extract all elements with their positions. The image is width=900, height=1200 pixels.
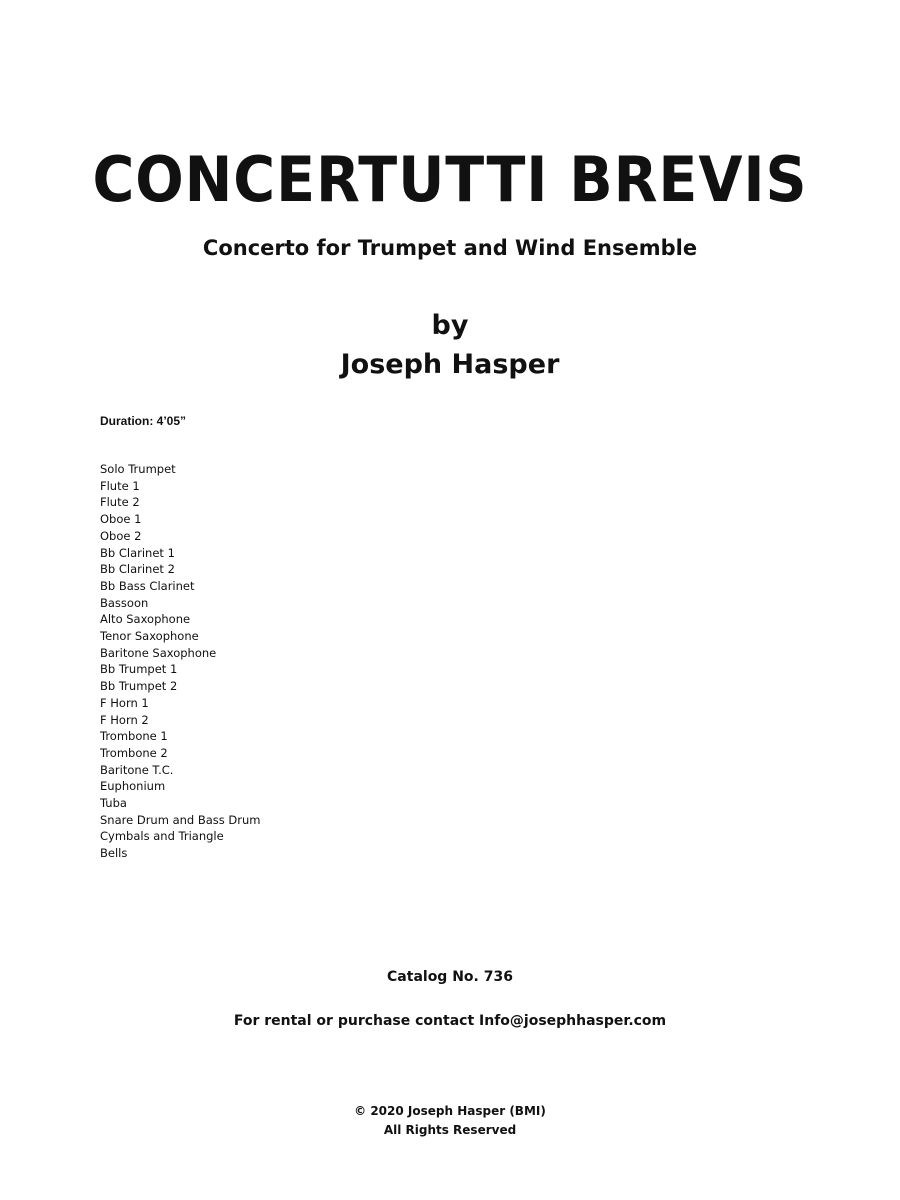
list-item: Cymbals and Triangle xyxy=(100,829,224,844)
list-item: F Horn 1 xyxy=(100,695,149,710)
list-item: Solo Trumpet xyxy=(100,462,176,476)
list-item: Flute 2 xyxy=(100,495,140,510)
by-label: by xyxy=(431,310,469,341)
list-item: F Horn 2 xyxy=(100,712,149,727)
list-item: Oboe 1 xyxy=(100,512,142,527)
list-item: Euphonium xyxy=(100,779,166,794)
list-item: Trombone 1 xyxy=(100,729,168,744)
list-item: Bb Clarinet 1 xyxy=(100,545,175,560)
list-item: Trombone 2 xyxy=(100,745,168,760)
list-item: Tuba xyxy=(100,796,127,811)
catalog-number: Catalog No. 736 xyxy=(387,969,513,985)
rights-line: All Rights Reserved xyxy=(383,1123,517,1137)
list-item: Baritone Saxophone xyxy=(100,645,217,660)
list-item: Bb Trumpet 1 xyxy=(100,662,178,677)
list-item: Flute 1 xyxy=(100,478,140,493)
list-item: Bb Bass Clarinet xyxy=(100,578,195,593)
composer-name: Joseph Hasper xyxy=(340,349,560,380)
page-title: CONCERTUTTI BREVIS xyxy=(92,143,808,216)
list-item: Tenor Saxophone xyxy=(100,629,199,644)
list-item: Baritone T.C. xyxy=(100,762,174,777)
subtitle: Concerto for Trumpet and Wind Ensemble xyxy=(202,236,698,260)
list-item: Bells xyxy=(100,846,128,861)
list-item: Snare Drum and Bass Drum xyxy=(100,812,261,827)
copyright xyxy=(0,1102,900,1140)
contact-info: For rental or purchase contact Info@josephhasper.com xyxy=(233,1013,667,1029)
instrument-list xyxy=(100,461,261,862)
list-item: Alto Saxophone xyxy=(100,612,191,627)
list-item: Bb Clarinet 2 xyxy=(100,562,175,577)
duration: Duration: 4’05” xyxy=(100,414,187,428)
copyright-line: © 2020 Joseph Hasper (BMI) xyxy=(354,1104,546,1118)
list-item: Bassoon xyxy=(100,595,149,610)
list-item: Oboe 2 xyxy=(100,528,142,543)
list-item: Bb Trumpet 2 xyxy=(100,679,178,694)
